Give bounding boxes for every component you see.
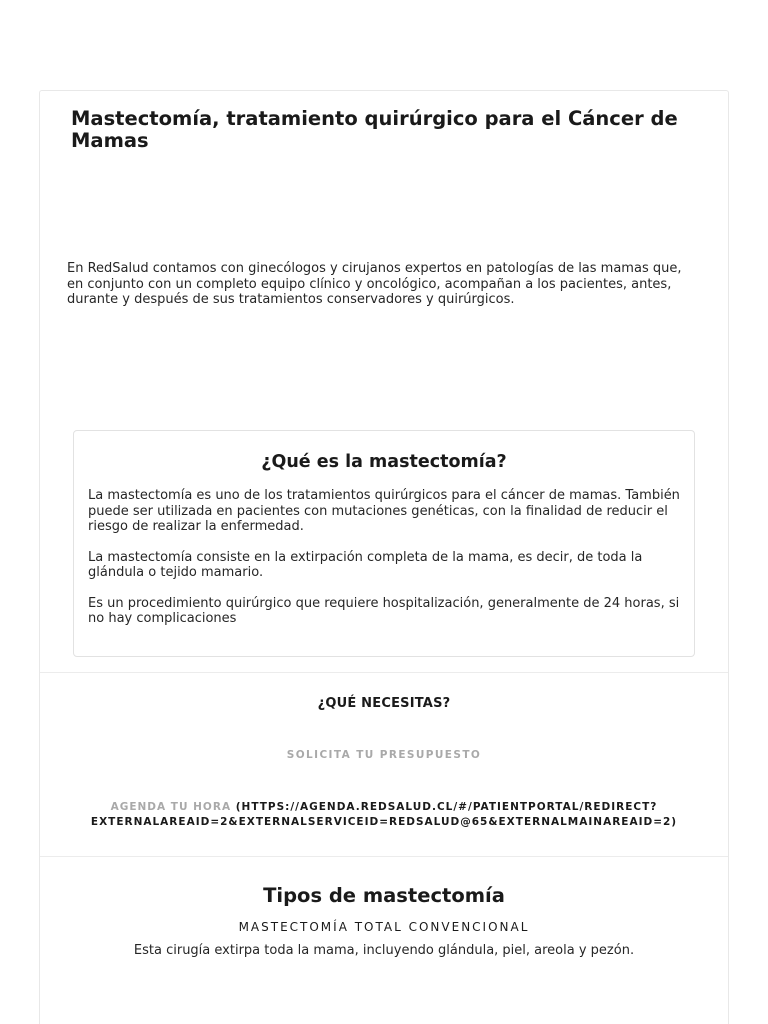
agenda-link[interactable] xyxy=(60,800,708,830)
what-is-title: ¿Qué es la mastectomía? xyxy=(261,452,507,472)
needs-title: ¿QUÉ NECESITAS? xyxy=(317,696,451,711)
what-is-paragraph: Es un procedimiento quirúrgico que requiere hospitalización, generalmente de 24 horas, si no hay complicaciones xyxy=(88,595,680,626)
section-divider xyxy=(40,672,728,673)
what-is-paragraph: La mastectomía consiste en la extirpación completa de la mama, es decir, de toda la glándula o tejido mamario. xyxy=(88,549,643,580)
what-is-paragraph: La mastectomía es uno de los tratamientos quirúrgicos para el cáncer de mamas. También puede ser utilizada en pacientes con mutaciones genéticas, con la finalidad de reducir el riesgo de realizar la enfermedad. xyxy=(88,488,680,534)
agenda-label[interactable]: AGENDA TU HORA xyxy=(110,801,232,813)
agenda-url[interactable]: (HTTPS://AGENDA.REDSALUD.CL/#/PATIENTPORTAL/REDIRECT?EXTERNALAREAID=2&EXTERNALSERVICEID=REDSALUD@65&EXTERNALMAINAREAID=2) xyxy=(90,801,678,828)
what-is-body xyxy=(88,488,688,642)
request-quote-link[interactable]: SOLICITA TU PRESUPUESTO xyxy=(286,749,482,761)
intro-paragraph: En RedSalud contamos con ginecólogos y cirujanos expertos en patologías de las mamas que, en conjunto con un completo equipo clínico y oncológico, acompañan a los pacientes, antes, durante y después de sus tratamientos conservadores y quirúrgicos. xyxy=(67,261,682,307)
page-title: Mastectomía, tratamiento quirúrgico para el Cáncer de Mamas xyxy=(71,107,678,152)
section-divider xyxy=(40,856,728,857)
types-title: Tipos de mastectomía xyxy=(263,884,505,907)
types-subtitle: MASTECTOMÍA TOTAL CONVENCIONAL xyxy=(238,920,530,934)
types-description: Esta cirugía extirpa toda la mama, incluyendo glándula, piel, areola y pezón. xyxy=(133,943,635,958)
